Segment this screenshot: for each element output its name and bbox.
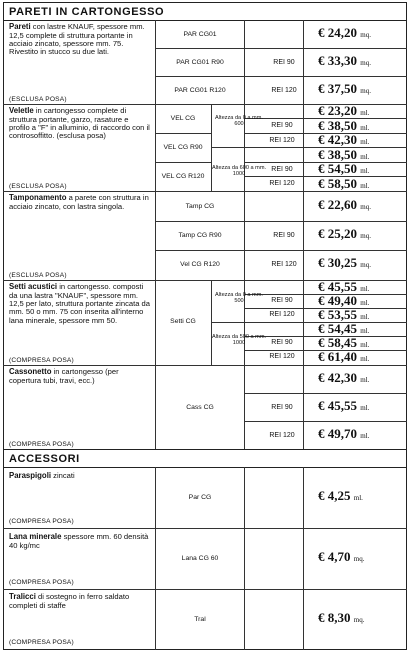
row-divider	[3, 191, 407, 192]
row-divider	[155, 76, 407, 77]
rei-rating: REI 90	[271, 122, 293, 129]
product-code: PAR CG01 R90	[176, 59, 224, 66]
item-pareti: Pareti con lastre KNAUF, spessore mm. 12,5 complete di struttura portante in acciaio zincato, spessore mm. 75. Rivestito in stucco su due lati.	[9, 22, 145, 57]
price: € 24,20 mq.	[318, 25, 371, 40]
posa-note: (COMPRESA POSA)	[9, 441, 74, 448]
product-code: Tral	[194, 616, 206, 623]
height-range: Altezza da 500 a mm. 1000	[211, 334, 267, 347]
col-divider	[244, 467, 245, 650]
item-lana-minerale: Lana minerale spessore mm. 60 densità 40 kg/mc	[9, 532, 149, 550]
divider	[3, 449, 407, 450]
posa-note: (COMPRESA POSA)	[9, 357, 74, 364]
rei-rating: REI 120	[269, 432, 295, 439]
price: € 54,50 ml.	[318, 161, 370, 176]
item-paraspigoli: Paraspigoli zincati	[9, 471, 75, 480]
price: € 58,50 ml.	[318, 176, 370, 191]
price: € 45,55 ml.	[318, 279, 370, 294]
product-code: Cass CG	[186, 404, 214, 411]
row-divider	[155, 133, 211, 134]
price: € 38,50 ml.	[318, 118, 370, 133]
row-divider	[211, 322, 407, 323]
row-divider	[155, 250, 407, 251]
rei-rating: REI 90	[271, 166, 293, 173]
row-divider	[3, 589, 407, 590]
row-divider	[3, 528, 407, 529]
height-range: Altezza da 600 a mm. 1000	[211, 165, 267, 178]
price: € 42,30 ml.	[318, 132, 370, 147]
price: € 4,25 ml.	[318, 488, 363, 503]
posa-note: (ESCLUSA POSA)	[9, 272, 67, 279]
product-code: VEL CG R120	[161, 173, 205, 180]
price: € 61,40 ml.	[318, 349, 370, 364]
price: € 8,30 mq.	[318, 610, 365, 625]
row-divider	[211, 147, 407, 148]
price: € 4,70 mq.	[318, 549, 365, 564]
item-veletle: Veletle in cartongesso complete di struttura portante, garzo, rasature e profilo a "F" in alluminio, di raccordo con il controsoffitto. (esclusa posa)	[9, 106, 150, 141]
product-code: VEL CG	[170, 115, 196, 122]
price: € 45,55 ml.	[318, 398, 370, 413]
col-divider	[303, 20, 304, 449]
rei-rating: REI 90	[271, 404, 293, 411]
rei-rating: REI 90	[273, 59, 295, 66]
price: € 49,40 ml.	[318, 293, 370, 308]
price: € 37,50 mq.	[318, 81, 371, 96]
rei-rating: REI 120	[269, 311, 295, 318]
row-divider	[244, 421, 407, 422]
rei-rating: REI 120	[269, 180, 295, 187]
product-code: PAR CG01	[183, 31, 217, 38]
product-code: Setti CG	[170, 318, 196, 325]
product-code: Tamp CG R90	[178, 232, 222, 239]
rei-rating: REI 120	[269, 353, 295, 360]
item-cassonetto: Cassonetto in cartongesso (per copertura tubi, travi, ecc.)	[9, 367, 119, 385]
height-range: Altezza da 0 a mm. 500	[215, 292, 263, 305]
section-title-pareti: PARETI IN CARTONGESSO	[9, 6, 165, 18]
posa-note: (ESCLUSA POSA)	[9, 183, 67, 190]
price: € 38,50 ml.	[318, 147, 370, 162]
price: € 58,45 ml.	[318, 335, 370, 350]
row-divider	[155, 48, 407, 49]
row-divider	[155, 221, 407, 222]
posa-note: (COMPRESA POSA)	[9, 579, 74, 586]
divider	[3, 467, 407, 468]
rei-rating: REI 120	[269, 137, 295, 144]
section-title-accessori: ACCESSORI	[9, 453, 80, 465]
rei-rating: REI 90	[273, 232, 295, 239]
posa-note: (COMPRESA POSA)	[9, 518, 74, 525]
product-code: PAR CG01 R120	[174, 87, 226, 94]
posa-note: (COMPRESA POSA)	[9, 639, 74, 646]
item-tamponamento: Tamponamento a parete con struttura in acciaio zincato, con lastra singola.	[9, 193, 149, 211]
price: € 25,20 mq.	[318, 226, 371, 241]
rei-rating: REI 90	[271, 297, 293, 304]
price: € 30,25 mq.	[318, 255, 371, 270]
product-code: Lana CG 60	[181, 555, 219, 562]
price: € 33,30 mq.	[318, 53, 371, 68]
row-divider	[155, 162, 211, 163]
rei-rating: REI 120	[271, 87, 297, 94]
rei-rating: REI 90	[271, 339, 293, 346]
height-range: Altezza da 0 a mm. 600	[215, 115, 263, 128]
price: € 42,30 ml.	[318, 370, 370, 385]
product-code: Vel CG R120	[180, 261, 220, 268]
row-divider	[3, 365, 407, 366]
product-code: VEL CG R90	[163, 144, 203, 151]
price: € 23,20 ml.	[318, 103, 370, 118]
row-divider	[244, 393, 407, 394]
product-code: Par CG	[188, 494, 212, 501]
item-tralicci: Tralicci di sostegno in ferro saldato completi di staffe	[9, 592, 130, 610]
price: € 53,55 ml.	[318, 307, 370, 322]
price: € 54,45 ml.	[318, 321, 370, 336]
rei-rating: REI 120	[271, 261, 297, 268]
posa-note: (ESCLUSA POSA)	[9, 96, 67, 103]
col-divider	[303, 467, 304, 650]
item-setti-acustici: Setti acustici in cartongesso. composti da una lastra "KNAUF", spessore mm. 12,5 per lato, struttura portante zincata da mm. 50 o mm. 75 con inserita all'interno lana minerale, spessore mm 50.	[9, 282, 150, 325]
product-code: Tamp CG	[185, 203, 215, 210]
divider	[3, 20, 407, 21]
col-divider	[244, 20, 245, 449]
price: € 49,70 ml.	[318, 426, 370, 441]
price: € 22,60 mq.	[318, 197, 371, 212]
